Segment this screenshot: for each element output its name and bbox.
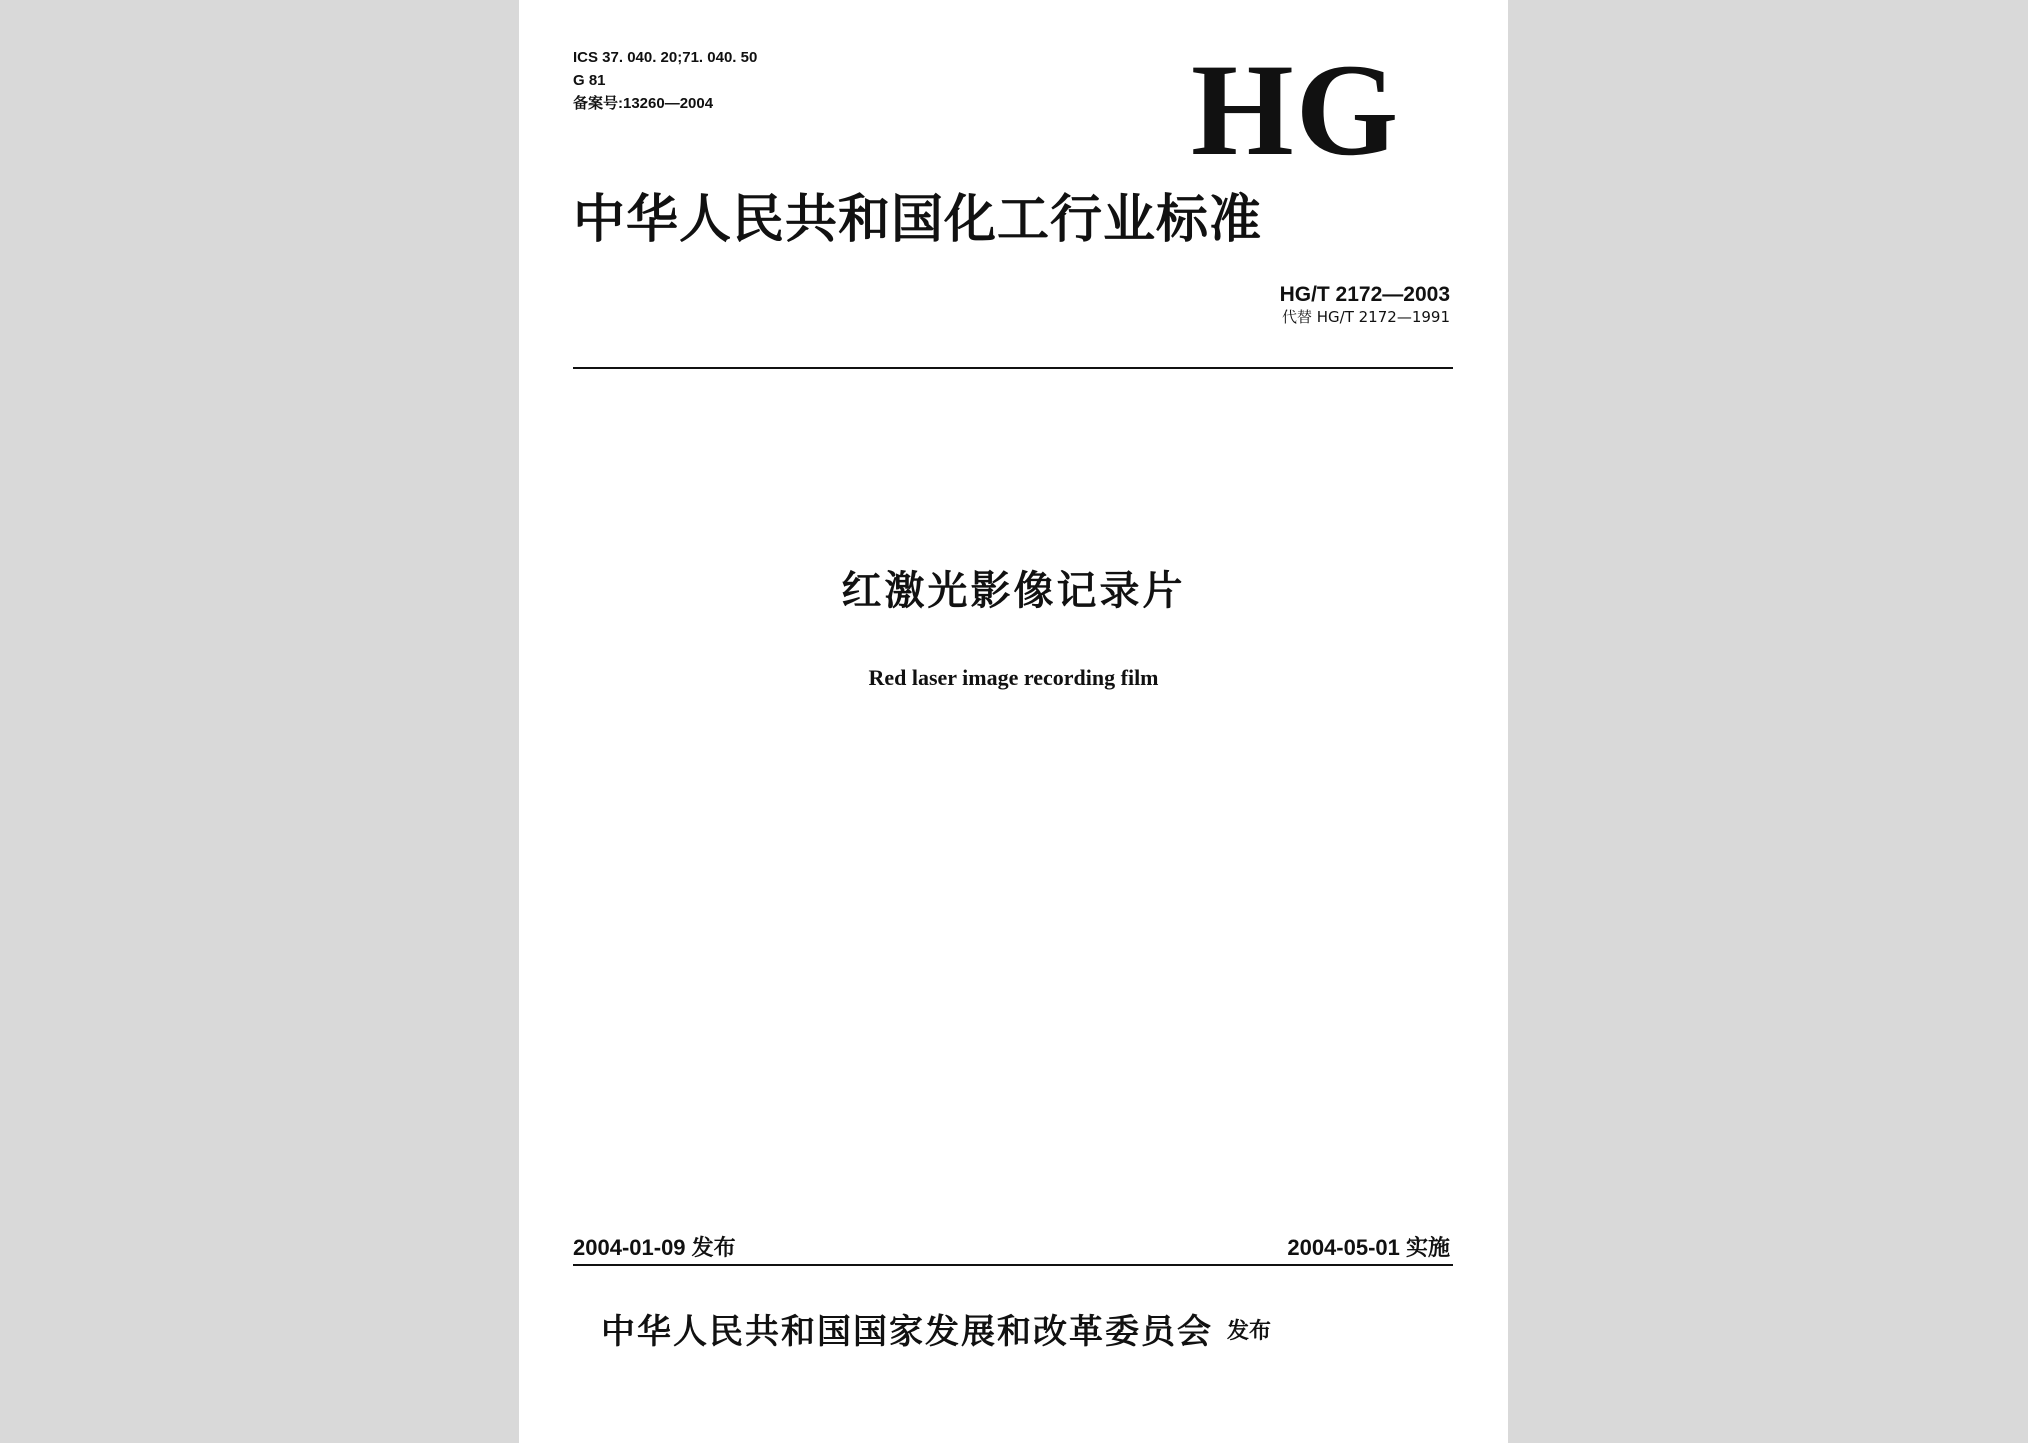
issuer-line <box>601 1310 1271 1354</box>
replaces-standard: 代替 HG/T 2172—1991 <box>1281 308 1450 326</box>
issuer-action: 发布 <box>1227 1319 1272 1344</box>
document-title-english: Red laser image recording film <box>868 665 1159 690</box>
hg-logo: HG <box>1191 36 1401 183</box>
top-divider <box>573 367 1453 369</box>
document-title-chinese: 红激光影像记录片 <box>841 568 1186 614</box>
classification-codes <box>573 46 757 115</box>
standard-number-block <box>1280 282 1450 327</box>
issuer-organization: 中华人民共和国国家发展和改革委员会 <box>601 1312 1213 1352</box>
issue-date: 2004-01-09 发布 <box>573 1235 736 1260</box>
standard-title: 中华人民共和国化工行业标准 <box>573 190 1263 250</box>
ics-code: ICS 37. 040. 20;71. 040. 50 <box>573 49 758 66</box>
bottom-divider <box>573 1264 1453 1266</box>
standard-number: HG/T 2172—2003 <box>1279 283 1450 306</box>
document-page <box>519 0 1508 1443</box>
classification-code: G 81 <box>573 72 606 89</box>
effective-date: 2004-05-01 实施 <box>1287 1235 1450 1260</box>
record-number: 备案号:13260—2004 <box>573 95 714 112</box>
